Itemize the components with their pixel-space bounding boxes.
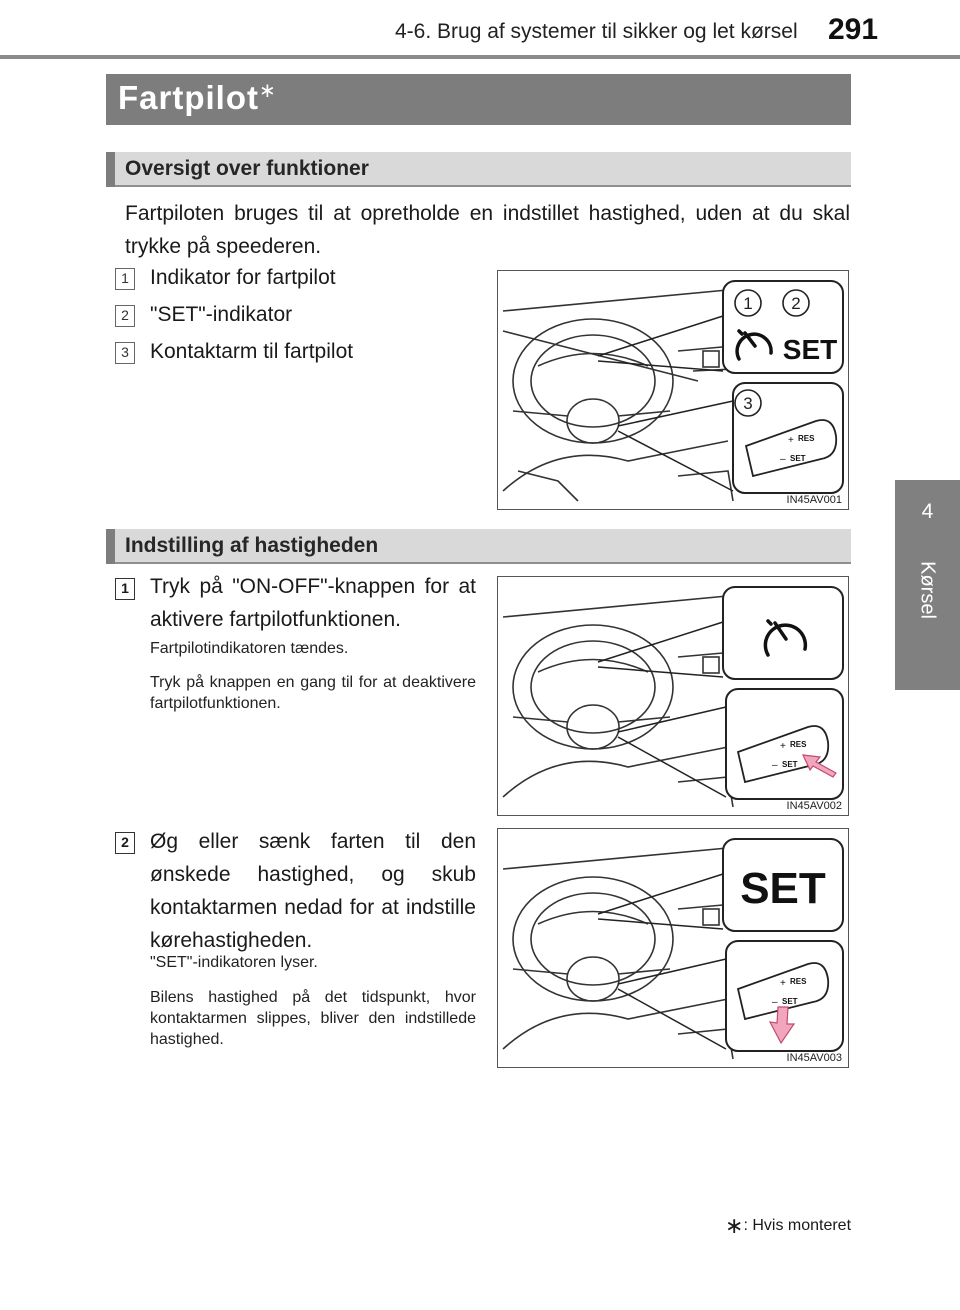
step-number: 2 xyxy=(115,832,135,854)
chapter-label: Kørsel xyxy=(916,561,939,619)
dashboard-illustration xyxy=(498,271,848,509)
step-note: Bilens hastighed på det tidspunkt, hvor kontaktarmen slippes, bliver den indstillede hastighed. xyxy=(150,989,476,1048)
item-label: "SET"-indikator xyxy=(150,303,293,326)
figure-step-1 xyxy=(497,576,849,816)
figure-code: IN45AV001 xyxy=(786,494,842,506)
lever-plus-label: + xyxy=(788,435,794,446)
step-number: 1 xyxy=(115,578,135,600)
item-number: 3 xyxy=(115,342,135,364)
step-note: Tryk på knappen en gang til for at deaktivere fartpilotfunktionen. xyxy=(150,674,476,712)
section-marker xyxy=(106,152,115,187)
figure-code: IN45AV002 xyxy=(786,800,842,812)
footnote-star: ∗ xyxy=(725,1213,744,1238)
page-number: 291 xyxy=(828,13,879,46)
lever-res-label: RES xyxy=(798,434,815,443)
item-label: Indikator for fartpilot xyxy=(150,266,336,289)
callout-number: 3 xyxy=(743,394,753,413)
page-title-text: Fartpilot xyxy=(118,79,259,116)
lever-set-label: SET xyxy=(782,760,798,769)
title-star: ∗ xyxy=(258,80,277,102)
lever-minus-label: – xyxy=(772,997,778,1008)
figure-overview xyxy=(497,270,849,510)
footnote-text: : Hvis monteret xyxy=(743,1217,852,1234)
page-title xyxy=(118,78,277,117)
chapter-number: 4 xyxy=(921,500,934,523)
step-note: "SET"-indikatoren lyser. xyxy=(150,954,318,971)
set-indicator: SET xyxy=(740,864,826,913)
section-heading-setting: Indstilling af hastigheden xyxy=(125,534,379,557)
lever-set-label: SET xyxy=(782,997,798,1006)
callout-number: 1 xyxy=(743,294,753,313)
section-heading-overview: Oversigt over funktioner xyxy=(125,157,369,180)
lever-set-label: SET xyxy=(790,454,806,463)
item-number: 1 xyxy=(115,268,135,290)
step-text: Øg eller sænk farten til den ønskede hastighed, og skub kontaktarmen nedad for at indstille kørehastigheden. xyxy=(150,830,476,952)
step-text: Tryk på "ON-OFF"-knappen for at aktivere fartpilotfunktionen. xyxy=(150,575,476,631)
lever-res-label: RES xyxy=(790,977,807,986)
lever-plus-label: + xyxy=(780,978,786,989)
dashboard-illustration xyxy=(498,577,848,815)
figure-step-2 xyxy=(497,828,849,1068)
lever-plus-label: + xyxy=(780,741,786,752)
header-rule xyxy=(0,55,960,59)
lever-res-label: RES xyxy=(790,740,807,749)
lever-minus-label: – xyxy=(772,760,778,771)
callout-number: 2 xyxy=(791,294,801,313)
item-number: 2 xyxy=(115,305,135,327)
lever-minus-label: – xyxy=(780,454,786,465)
figure-code: IN45AV003 xyxy=(786,1052,842,1064)
intro-paragraph: Fartpiloten bruges til at opretholde en indstillet hastighed, uden at du skal trykke på speederen. xyxy=(125,202,850,258)
footnote xyxy=(725,1213,851,1239)
dashboard-illustration xyxy=(498,829,848,1067)
set-indicator: SET xyxy=(782,334,838,365)
step-note: Fartpilotindikatoren tændes. xyxy=(150,640,349,657)
item-label: Kontaktarm til fartpilot xyxy=(150,340,354,363)
header-section-title: 4-6. Brug af systemer til sikker og let kørsel xyxy=(395,20,798,43)
section-marker xyxy=(106,529,115,564)
